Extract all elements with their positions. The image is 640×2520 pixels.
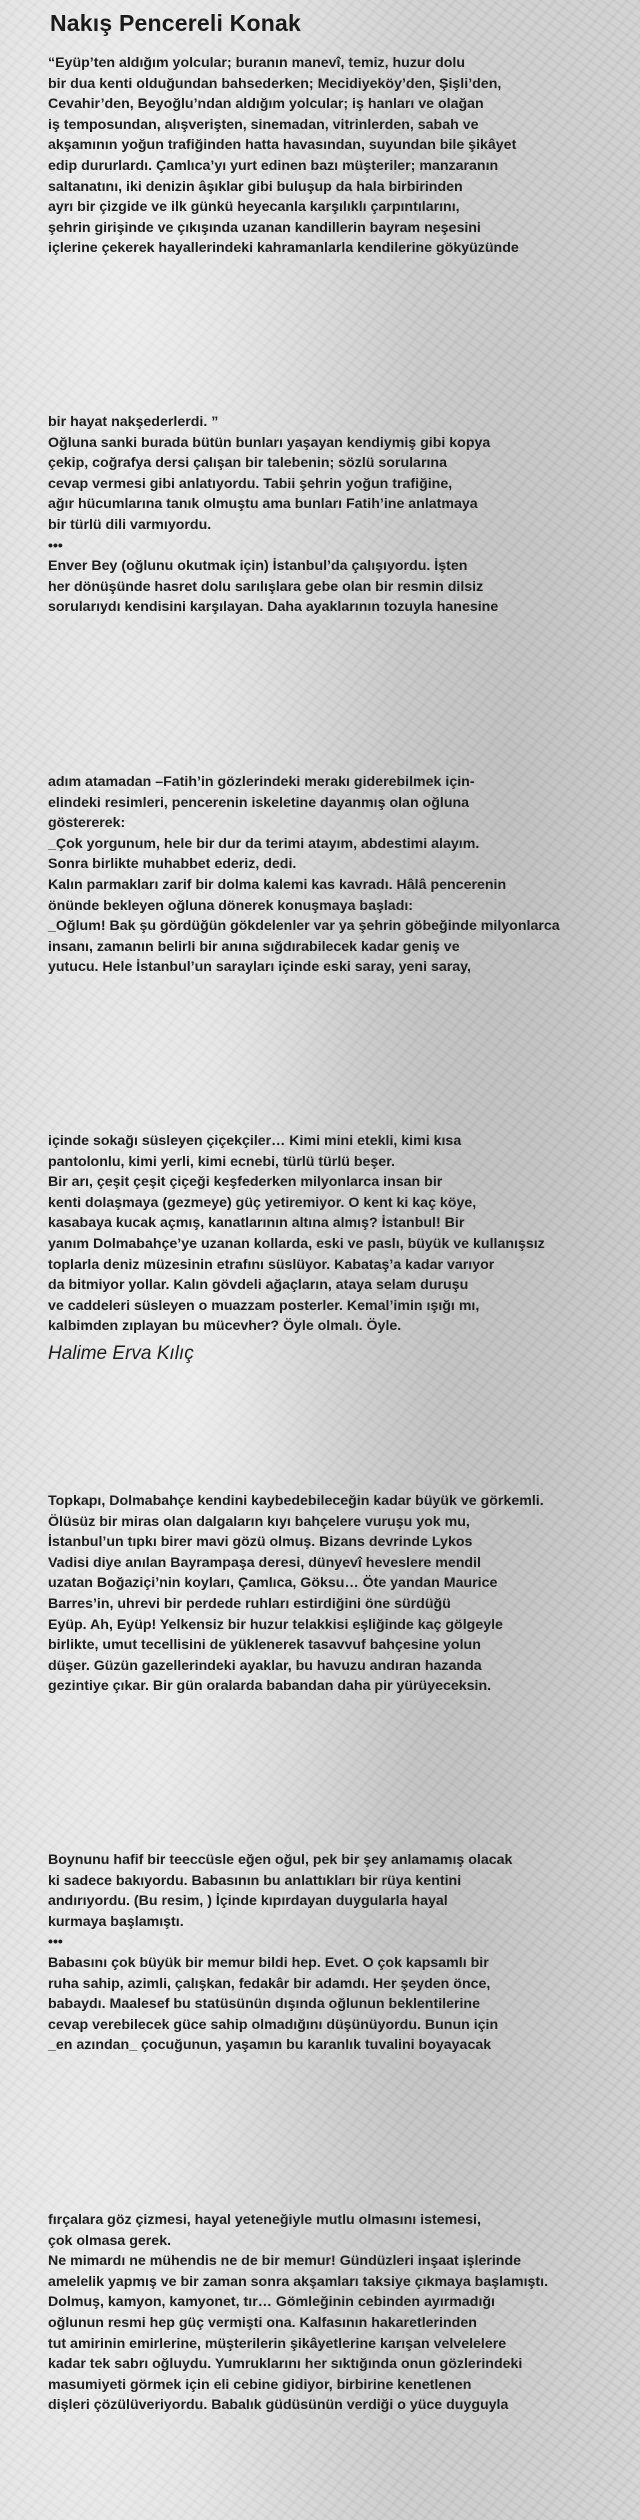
text-line: kenti dolaşmaya (gezmeye) güç yetiremiyor. O kent ki kaç köye, bbox=[48, 1194, 477, 1211]
text-line: Ölüsüz bir miras olan dalgaların kıyı bahçelere vuruşu yok mu, bbox=[48, 1513, 470, 1530]
text-line: Bir arı, çeşit çeşit çiçeği keşfederken milyonlarca insan bir bbox=[48, 1174, 443, 1191]
text-line: Eyüp. Ah, Eyüp! Yelkensiz bir huzur telakkisi eşliğinde kaç gölgeyle bbox=[48, 1616, 503, 1633]
text-line: kadar tek sabrı oğluydu. Yumruklarını her sıktığında onun gözlerindeki bbox=[48, 2356, 523, 2373]
text-line: bir türlü dili varmıyordu. bbox=[48, 516, 212, 533]
text-line: _en azından_ çocuğunun, yaşamın bu karanlık tuvalini boyayacak bbox=[48, 2037, 492, 2054]
text-line: elindeki resimleri, pencerenin iskeletine dayanmış olan oğluna bbox=[48, 794, 470, 811]
text-line: cevap verebilecek güce sahip olmadığını düşünüyordu. Bunun için bbox=[48, 2016, 499, 2033]
text-line: Boynunu hafif bir teeccüsle eğen oğul, pek bir şey anlamamış olacak bbox=[48, 1852, 513, 1868]
text-line: yanım Dolmabahçe’ye uzanan kollarda, eski ve paslı, büyük ve kullanışsız bbox=[48, 1235, 545, 1252]
text-section-6 bbox=[48, 1850, 636, 2056]
text-line: kalbimden zıplayan bu mücevher? Öyle olmalı. Öyle. bbox=[48, 1318, 402, 1335]
text-line: _Oğlum! Bak şu gördüğün gökdelenler var ya şehrin göbeğinde milyonlarca bbox=[48, 918, 560, 935]
text-line: sorularıydı kendisini karşılayan. Daha ayaklarının tozuyla hanesine bbox=[48, 599, 499, 616]
text-line: yutucu. Hele İstanbul’un sarayları içinde eski saray, yeni saray, bbox=[48, 959, 471, 976]
text-section-7 bbox=[48, 2210, 636, 2416]
text-line: Dolmuş, kamyon, kamyonet, tır… Gömleğinin cebinden ayırmadığı bbox=[48, 2294, 496, 2311]
text-line: kasabaya kucak açmış, kanatlarının altına almış? İstanbul! Bir bbox=[48, 1215, 465, 1232]
text-line: Kalın parmakları zarif bir dolma kalemi kas kavradı. Hâlâ pencerenin bbox=[48, 876, 507, 893]
text-line: içlerine çekerek hayallerindeki kahramanlarla kendilerine gökyüzünde bbox=[48, 240, 519, 257]
text-line: uzatan Boğaziçi’nin koyları, Çamlıca, Göksu… Öte yandan Maurice bbox=[48, 1575, 498, 1592]
text-line: cevap vermesi gibi anlatıyordu. Tabii şehrin yoğun trafiğine, bbox=[48, 475, 453, 492]
text-line: insanı, zamanın belirli bir anına sığdırabilecek kadar geniş ve bbox=[48, 938, 460, 955]
text-section-5 bbox=[48, 1491, 636, 1697]
text-line: akşamının yoğun trafiğinden hatta havasından, suyundan bile şikâyet bbox=[48, 137, 517, 154]
text-line: Vadisi diye anılan Bayrampaşa deresi, dünyevî heveslere mendil bbox=[48, 1554, 481, 1571]
text-line: ruha sahip, azimli, çalışkan, fedakâr bir adamdı. Her şeyden önce, bbox=[48, 1975, 491, 1992]
text-line: Babasını çok büyük bir memur bildi hep. Evet. O çok kapsamlı bir bbox=[48, 1954, 489, 1971]
text-line: birlikte, umut tecellisini de yüklenerek tasavvuf bahçesine yolun bbox=[48, 1637, 481, 1654]
text-line: ki sadece bakıyordu. Babasının bu anlattıkları bir rüya kentini bbox=[48, 1872, 462, 1889]
author-signature: Halime Erva Kılıç bbox=[48, 1342, 194, 1364]
text-line: içinde sokağı süsleyen çiçekçiler… Kimi mini etekli, kimi kısa bbox=[48, 1133, 462, 1149]
text-line: Enver Bey (oğlunu okutmak için) İstanbul’da çalışıyordu. İşten bbox=[48, 558, 468, 575]
text-section-1 bbox=[48, 53, 636, 259]
text-line: Topkapı, Dolmabahçe kendini kaybedebileceğin kadar büyük ve görkemli. bbox=[48, 1493, 544, 1509]
text-line: çok olmasa gerek. bbox=[48, 2232, 172, 2249]
text-line: Barres’in, uhrevi bir perdede ruhları estirdiğini öne sürdüğü bbox=[48, 1595, 451, 1612]
text-section-2 bbox=[48, 412, 636, 618]
text-line: da bitmiyor yollar. Kalın gövdeli ağaçların, ataya selam duruşu bbox=[48, 1277, 469, 1294]
text-line: ayrı bir çizgide ve ilk günkü heyecanla karşılıklı çarpıntılarını, bbox=[48, 199, 460, 216]
text-line: düşer. Güzün gazellerindeki ayaklar, bu havuzu andıran hazanda bbox=[48, 1657, 482, 1674]
text-line: Cevahir’den, Beyoğlu’ndan aldığım yolcular; iş hanları ve olağan bbox=[48, 96, 484, 113]
text-line: gezintiye çıkar. Bir gün oralarda babandan daha pir yürüyeceksin. bbox=[48, 1678, 492, 1695]
text-line: göstererek: bbox=[48, 815, 126, 832]
text-line: amelelik yapmış ve bir zaman sonra akşamları taksiye çıkmaya başlamıştı. bbox=[48, 2273, 549, 2290]
text-line: dişleri çözülüveriyordu. Babalık güdüsünün verdiği o yüce duyguyla bbox=[48, 2397, 509, 2414]
text-line: “Eyüp’ten aldığım yolcular; buranın manevî, temiz, huzur dolu bbox=[48, 55, 466, 71]
text-line: oğlunun resmi hep güç vermişti ona. Kalfasının hakaretlerinden bbox=[48, 2314, 477, 2331]
text-line: saltanatını, iki denizin âşıklar gibi buluşup da hala birbirinden bbox=[48, 178, 463, 195]
text-line: andırıyordu. (Bu resim, ) İçinde kıpırdayan duygularla hayal bbox=[48, 1893, 448, 1910]
text-line: babaydı. Maalesef bu statüsünün dışında oğlunun beklentilerine bbox=[48, 1996, 480, 2013]
text-line: kurmaya başlamıştı. bbox=[48, 1913, 184, 1930]
text-line: fırçalara göz çizmesi, hayal yeteneğiyle mutlu olmasını istemesi, bbox=[48, 2212, 481, 2228]
text-line: Oğluna sanki burada bütün bunları yaşayan kendiymiş gibi kopya bbox=[48, 434, 491, 451]
text-line: pantolonlu, kimi yerli, kimi ecnebi, türlü türlü beşer. bbox=[48, 1153, 395, 1170]
text-line: ••• bbox=[48, 537, 63, 554]
text-section-4 bbox=[48, 1131, 636, 1367]
text-line: bir hayat nakşederlerdi. ” bbox=[48, 414, 219, 430]
text-line: adım atamadan –Fatih’in gözlerindeki merakı giderebilmek için- bbox=[48, 774, 475, 790]
text-line: ağır hücumlarına tanık olmuştu ama bunları Fatih’ine anlatmaya bbox=[48, 496, 478, 513]
text-line: toplarla deniz müzesinin etrafını süslüyor. Kabataş’a kadar varıyor bbox=[48, 1256, 495, 1273]
text-line: önünde bekleyen oğluna dönerek konuşmaya başladı: bbox=[48, 897, 414, 914]
text-line: edip dururlardı. Çamlıca’yı yurt edinen bazı müşteriler; manzaranın bbox=[48, 157, 499, 174]
text-line: İstanbul’un tıpkı birer mavi gözü olmuş. Bizans devrinde Lykos bbox=[48, 1534, 473, 1551]
text-line: ve caddeleri süsleyen o muazzam posterler. Kemal’imin ışığı mı, bbox=[48, 1297, 480, 1314]
text-line: _Çok yorgunum, hele bir dur da terimi atayım, abdestimi alayım. bbox=[48, 835, 480, 852]
text-line: ••• bbox=[48, 1934, 63, 1951]
text-line: bir dua kenti olduğundan bahsederken; Mecidiyeköy’den, Şişli’den, bbox=[48, 75, 502, 92]
text-line: Ne mimardı ne mühendis ne de bir memur! Gündüzleri inşaat işlerinde bbox=[48, 2253, 522, 2270]
text-line: çekip, coğrafya dersi çalışan bir talebenin; sözlü sorularına bbox=[48, 455, 447, 472]
text-line: Sonra birlikte muhabbet ederiz, dedi. bbox=[48, 856, 297, 873]
text-section-3 bbox=[48, 772, 636, 978]
text-line: şehrin girişinde ve çıkışında uzanan kandillerin bayram neşesini bbox=[48, 219, 481, 236]
page-title: Nakış Pencereli Konak bbox=[50, 10, 301, 36]
text-line: masumiyeti görmek için eli cebine gidiyor, birbirine kenetlenen bbox=[48, 2376, 472, 2393]
text-line: her dönüşünde hasret dolu sarılışlara gebe olan bir resmin dilsiz bbox=[48, 578, 484, 595]
text-line: iş temposundan, alışverişten, sinemadan, vitrinlerden, sabah ve bbox=[48, 116, 479, 133]
text-line: tut amirinin emirlerine, müşterilerin şikâyetlerine karışan velvelelere bbox=[48, 2335, 507, 2352]
